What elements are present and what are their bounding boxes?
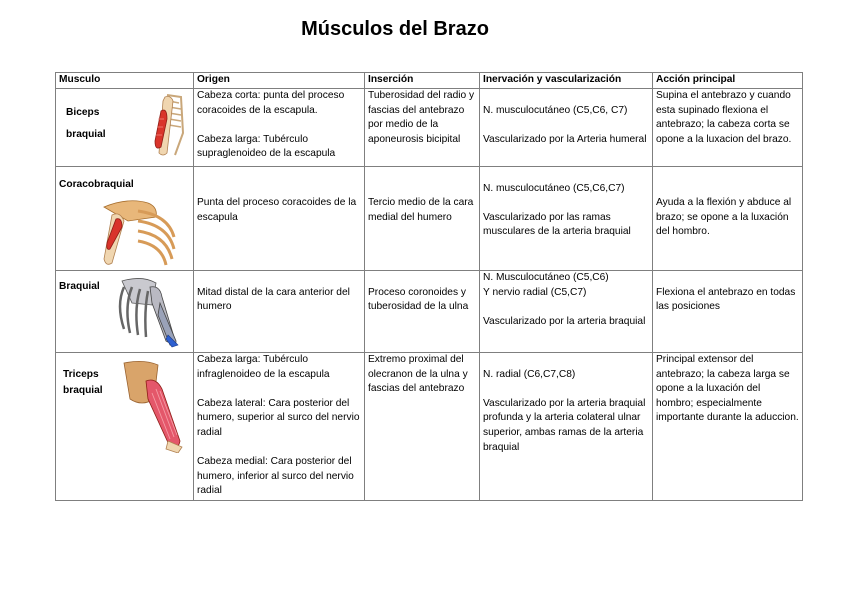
vascularization-text: Vascularizado por la Arteria humeral: [483, 133, 647, 145]
muscle-cell: [56, 89, 194, 167]
page-title: Músculos del Brazo: [301, 18, 489, 40]
braquial-illustration: [112, 275, 184, 349]
action-cell: [653, 271, 803, 353]
header-origen: Origen: [194, 73, 365, 89]
origin-text: Cabeza corta: punta del proceso coracoides de la escapula.: [197, 90, 345, 116]
origin-cell: [194, 167, 365, 271]
vascularization-text: Vascularizado por la arteria braquial profunda y la arteria colateral ulnar superior, ambas ramas de la arteria braquial: [483, 397, 646, 453]
innervation-text: N. musculocutáneo (C5,C6,C7): [483, 182, 625, 194]
muscle-name: Biceps braquial: [66, 107, 106, 140]
action-text: Flexiona el antebrazo en todas las posiciones: [656, 286, 796, 313]
action-cell: Principal extensor del antebrazo; la cabeza larga se opone a la luxación del hombro; especialmente importante durante la aduccion.: [653, 353, 803, 501]
table-row: [56, 353, 803, 501]
insertion-cell: [365, 271, 480, 353]
muscle-name: Braquial: [59, 281, 100, 292]
origin-text: Punta del proceso coracoides de la escapula: [197, 197, 357, 223]
action-cell: [653, 167, 803, 271]
insertion-cell: Tuberosidad del radio y fascias del antebrazo por medio de la aponeurosis bicipital: [365, 89, 480, 167]
muscle-cell: [56, 353, 194, 501]
origin-cell: [194, 353, 365, 501]
table-header-row: [56, 73, 803, 89]
innervation-text: N. musculocutáneo (C5,C6, C7): [483, 104, 628, 116]
muscle-cell: [56, 271, 194, 353]
table-row: [56, 89, 803, 167]
origin-text: Mitad distal de la cara anterior del humero: [197, 286, 350, 313]
origin-cell: [194, 271, 365, 353]
origin-cell: [194, 89, 365, 167]
action-cell: Supina el antebrazo y cuando esta supinado flexiona el antebrazo; la cabeza corta se opone a la luxacion del brazo.: [653, 89, 803, 167]
innervation-text: N. Musculocutáneo (C5,C6) Y nervio radial (C5,C7): [483, 272, 609, 298]
table-row: [56, 271, 803, 353]
insertion-text: Proceso coronoides y tuberosidad de la ulna: [368, 286, 469, 313]
innervation-cell: [480, 271, 653, 353]
muscle-cell: [56, 167, 194, 271]
action-text: Ayuda a la flexión y abduce al brazo; se opone a la luxación del hombro.: [656, 197, 792, 238]
muscles-table: [55, 72, 803, 501]
header-inervacion: Inervación y vascularización: [480, 73, 653, 89]
innervation-cell: [480, 167, 653, 271]
innervation-text: N. radial (C6,C7,C8): [483, 368, 576, 380]
innervation-cell: [480, 89, 653, 167]
insertion-cell: Extremo proximal del olecranon de la ulna y fascias del antebrazo: [365, 353, 480, 501]
header-musculo: Musculo: [56, 73, 194, 89]
innervation-cell: [480, 353, 653, 501]
header-accion: Acción principal: [653, 73, 803, 89]
header-insercion: Inserción: [365, 73, 480, 89]
origin-text: Cabeza medial: Cara posterior del humero, inferior al surco del nervio radial: [197, 456, 354, 497]
vascularization-text: Vascularizado por las ramas musculares de la arteria braquial: [483, 211, 631, 238]
insertion-text: Tercio medio de la cara medial del humero: [368, 197, 474, 223]
biceps-illustration: [145, 93, 185, 159]
muscle-name: Coracobraquial: [59, 179, 134, 190]
vascularization-text: Vascularizado por la arteria braquial: [483, 315, 646, 327]
coracobraquial-illustration: [98, 197, 176, 267]
table-row: [56, 167, 803, 271]
origin-text: Cabeza lateral: Cara posterior del humero, superior al surco del nervio radial: [197, 397, 360, 438]
insertion-cell: [365, 167, 480, 271]
origin-text: Cabeza larga: Tubérculo infraglenoideo de la escapula: [197, 354, 330, 380]
triceps-illustration: [122, 359, 184, 453]
origin-text: Cabeza larga: Tubérculo supraglenoideo de la escapula: [197, 133, 336, 160]
muscle-name: Triceps braquial: [63, 369, 103, 396]
